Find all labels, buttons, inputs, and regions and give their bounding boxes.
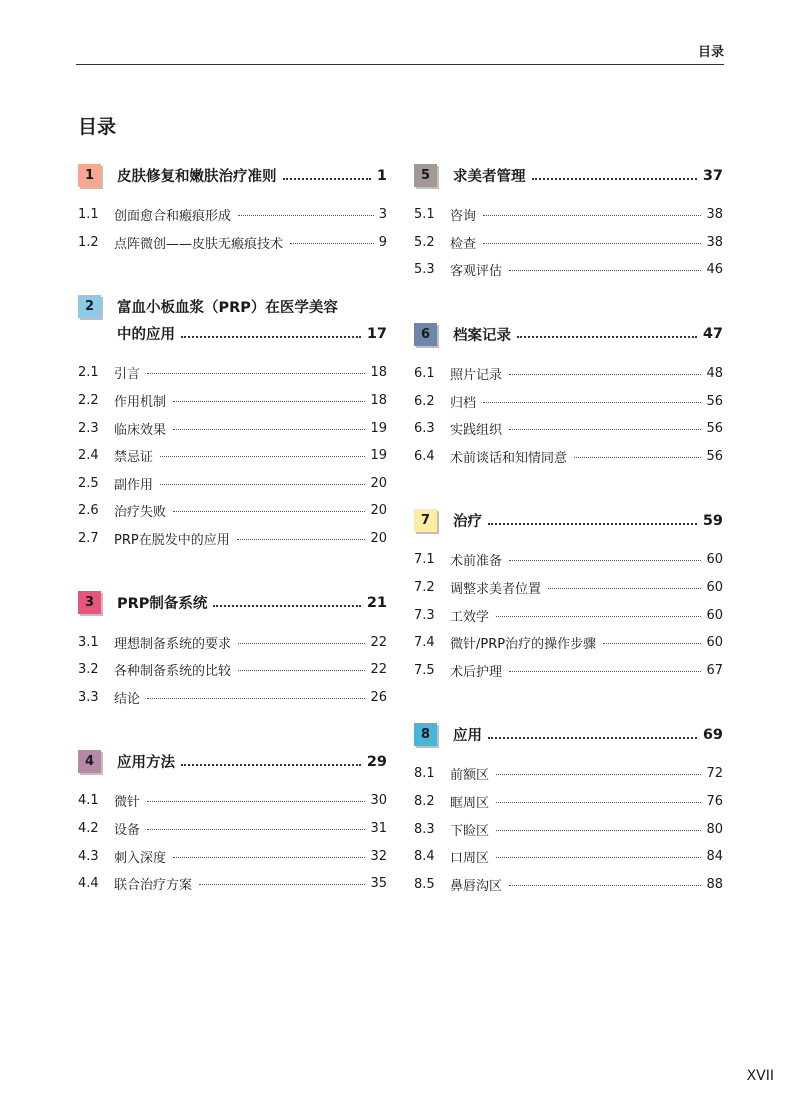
chapter-number-badge: 4 — [78, 750, 101, 773]
section-page-number: 20 — [370, 475, 387, 491]
section-number: 7.4 — [414, 635, 435, 651]
section-page-number: 48 — [706, 366, 723, 382]
chapter-title: 应用方法 — [117, 755, 175, 772]
chapter-page-number: 69 — [702, 726, 723, 743]
section-page-number: 76 — [706, 794, 723, 810]
section-title: 术前谈话和知情同意 — [450, 450, 568, 466]
section-page-number: 32 — [370, 848, 387, 864]
section-page-number: 56 — [706, 393, 723, 409]
section-entry[interactable] — [414, 360, 723, 388]
section-page-number: 20 — [370, 531, 387, 547]
dot-leader — [147, 829, 365, 830]
section-entry[interactable] — [78, 229, 387, 257]
section-entry[interactable] — [414, 546, 723, 574]
chapter-entry[interactable] — [78, 589, 387, 616]
running-head: 目录 — [697, 45, 724, 60]
section-entry[interactable] — [78, 787, 387, 815]
section-number: 6.3 — [414, 421, 435, 437]
section-entry[interactable] — [78, 684, 387, 712]
section-number: 8.5 — [414, 876, 435, 892]
dot-leader — [509, 429, 701, 430]
chapter-entry[interactable] — [78, 162, 387, 189]
section-title: 理想制备系统的要求 — [114, 636, 232, 652]
chapter-gap — [78, 913, 387, 935]
section-entry[interactable] — [78, 842, 387, 870]
section-entry[interactable] — [414, 760, 723, 788]
section-number: 7.1 — [414, 552, 435, 568]
dot-leader — [237, 539, 366, 540]
chapter-title-continued: 中的应用 — [117, 327, 175, 344]
section-title: 检查 — [450, 236, 477, 252]
section-title: 创面愈合和瘢痕形成 — [114, 209, 232, 225]
chapter-page-number: 1 — [376, 167, 387, 184]
section-entry[interactable] — [414, 256, 723, 284]
dot-leader — [496, 830, 701, 831]
section-title: 前额区 — [450, 768, 490, 784]
dot-leader — [483, 402, 701, 403]
section-page-number: 60 — [706, 552, 723, 568]
section-entry[interactable] — [78, 470, 387, 498]
dot-leader — [238, 670, 365, 671]
section-title: 各种制备系统的比较 — [114, 664, 232, 680]
section-entry[interactable] — [414, 843, 723, 871]
section-entry[interactable] — [414, 229, 723, 257]
chapter-number-badge: 1 — [78, 164, 101, 187]
section-page-number: 56 — [706, 421, 723, 437]
dot-leader — [483, 243, 701, 244]
chapter-block — [414, 507, 723, 684]
chapter-page-number: 21 — [366, 594, 387, 611]
section-number: 8.1 — [414, 766, 435, 782]
section-entry[interactable] — [78, 628, 387, 656]
section-title: 刺入深度 — [114, 850, 167, 866]
dot-leader — [283, 178, 371, 180]
dot-leader — [509, 885, 701, 886]
chapter-number-badge: 5 — [414, 164, 437, 187]
section-title: 引言 — [114, 367, 141, 383]
chapter-number-badge: 6 — [414, 323, 437, 346]
dot-leader — [488, 737, 697, 739]
section-number: 4.2 — [78, 821, 99, 837]
chapter-gap — [78, 567, 387, 589]
section-page-number: 31 — [370, 821, 387, 837]
section-entry[interactable] — [414, 443, 723, 471]
section-title: 治疗失败 — [114, 505, 167, 521]
section-page-number: 38 — [706, 207, 723, 223]
section-list — [414, 760, 723, 898]
chapter-page-number: 29 — [366, 753, 387, 770]
section-entry[interactable] — [414, 815, 723, 843]
section-title: 设备 — [114, 823, 141, 839]
section-page-number: 67 — [706, 662, 723, 678]
chapter-gap — [414, 485, 723, 507]
section-title: 联合治疗方案 — [114, 878, 193, 894]
section-title: 客观评估 — [450, 264, 503, 280]
section-number: 7.5 — [414, 662, 435, 678]
section-list — [78, 359, 387, 552]
chapter-title-line2 — [78, 320, 387, 347]
section-list — [414, 201, 723, 284]
section-number: 6.2 — [414, 393, 435, 409]
section-page-number: 60 — [706, 580, 723, 596]
section-page-number: 60 — [706, 635, 723, 651]
section-page-number: 84 — [706, 849, 723, 865]
chapter-number-badge: 8 — [414, 723, 437, 746]
section-page-number: 56 — [706, 448, 723, 464]
section-page-number: 22 — [370, 634, 387, 650]
chapter-entry[interactable] — [78, 748, 387, 775]
chapter-block — [78, 293, 387, 552]
chapter-page-number: 59 — [702, 512, 723, 529]
chapter-title: 富血小板血浆（PRP）在医学美容 — [117, 300, 338, 317]
section-number: 4.1 — [78, 793, 99, 809]
chapter-block — [78, 162, 387, 256]
section-title: PRP在脱发中的应用 — [114, 533, 230, 549]
section-page-number: 9 — [378, 234, 387, 250]
chapter-page-number: 47 — [702, 326, 723, 343]
section-entry[interactable] — [78, 497, 387, 525]
section-number: 7.2 — [414, 580, 435, 596]
section-title: 微针/PRP治疗的操作步骤 — [450, 637, 597, 653]
section-page-number: 26 — [370, 689, 387, 705]
chapter-number-badge: 7 — [414, 509, 437, 532]
section-title: 术前准备 — [450, 554, 503, 570]
section-page-number: 22 — [370, 662, 387, 678]
chapter-block — [414, 721, 723, 898]
chapter-gap — [414, 913, 723, 935]
chapter-entry[interactable] — [414, 162, 723, 189]
section-entry[interactable] — [78, 201, 387, 229]
chapter-gap — [78, 726, 387, 748]
section-entry[interactable] — [414, 415, 723, 443]
chapter-title: 治疗 — [453, 514, 482, 531]
section-entry[interactable] — [414, 574, 723, 602]
section-title: 眶周区 — [450, 796, 490, 812]
section-entry[interactable] — [414, 657, 723, 685]
dot-leader — [173, 401, 365, 402]
section-number: 5.2 — [414, 234, 435, 250]
section-list — [414, 360, 723, 470]
section-page-number: 20 — [370, 503, 387, 519]
section-page-number: 19 — [370, 448, 387, 464]
section-title: 点阵微创——皮肤无瘢痕技术 — [114, 236, 284, 252]
dot-leader — [181, 336, 361, 338]
section-entry[interactable] — [414, 629, 723, 657]
section-page-number: 38 — [706, 234, 723, 250]
dot-leader — [574, 457, 701, 458]
section-number: 5.1 — [414, 207, 435, 223]
chapter-title: 应用 — [453, 728, 482, 745]
dot-leader — [483, 215, 701, 216]
section-number: 7.3 — [414, 607, 435, 623]
section-number: 6.4 — [414, 448, 435, 464]
section-number: 1.1 — [78, 207, 99, 223]
section-number: 3.1 — [78, 634, 99, 650]
chapter-block — [414, 162, 723, 284]
section-entry[interactable] — [78, 870, 387, 898]
section-page-number: 80 — [706, 821, 723, 837]
chapter-number-badge: 2 — [78, 295, 101, 318]
chapter-title: 求美者管理 — [453, 169, 526, 185]
dot-leader — [488, 523, 697, 525]
section-title: 工效学 — [450, 609, 490, 625]
dot-leader — [548, 588, 701, 589]
section-page-number: 35 — [370, 876, 387, 892]
toc-right-column — [414, 162, 723, 935]
dot-leader — [160, 484, 365, 485]
section-title: 临床效果 — [114, 422, 167, 438]
page-title: 目录 — [78, 116, 117, 138]
chapter-title: 档案记录 — [453, 327, 511, 344]
section-entry[interactable] — [414, 788, 723, 816]
section-title: 作用机制 — [114, 395, 167, 411]
dot-leader — [509, 270, 701, 271]
section-list — [414, 546, 723, 684]
section-entry[interactable] — [78, 525, 387, 553]
dot-leader — [147, 801, 365, 802]
dot-leader — [532, 178, 697, 180]
chapter-block — [78, 589, 387, 711]
chapter-block — [78, 748, 387, 897]
section-page-number: 18 — [370, 393, 387, 409]
section-entry[interactable] — [78, 656, 387, 684]
section-title: 副作用 — [114, 477, 154, 493]
section-title: 微针 — [114, 795, 141, 811]
dot-leader — [517, 336, 697, 338]
section-number: 6.1 — [414, 366, 435, 382]
section-title: 照片记录 — [450, 368, 503, 384]
dot-leader — [496, 857, 701, 858]
dot-leader — [173, 857, 365, 858]
section-page-number: 72 — [706, 766, 723, 782]
dot-leader — [213, 605, 360, 607]
dot-leader — [290, 243, 374, 244]
section-title: 归档 — [450, 395, 477, 411]
chapter-page-number: 17 — [366, 325, 387, 342]
section-number: 8.4 — [414, 849, 435, 865]
section-title: 禁忌证 — [114, 450, 154, 466]
section-entry[interactable] — [78, 414, 387, 442]
section-page-number: 3 — [378, 207, 387, 223]
section-entry[interactable] — [414, 601, 723, 629]
dot-leader — [496, 616, 701, 617]
dot-leader — [509, 374, 701, 375]
section-number: 2.4 — [78, 448, 99, 464]
section-page-number: 19 — [370, 420, 387, 436]
section-number: 1.2 — [78, 234, 99, 250]
section-title: 鼻唇沟区 — [450, 878, 503, 894]
dot-leader — [496, 802, 701, 803]
page-number: XVII — [746, 1068, 774, 1084]
section-title: 调整求美者位置 — [450, 582, 542, 598]
chapter-number-badge: 3 — [78, 591, 101, 614]
dot-leader — [147, 698, 365, 699]
section-number: 5.3 — [414, 262, 435, 278]
section-title: 下睑区 — [450, 823, 490, 839]
dot-leader — [496, 774, 701, 775]
section-number: 2.6 — [78, 503, 99, 519]
chapter-block — [414, 321, 723, 470]
section-title: 实践组织 — [450, 423, 503, 439]
header-rule — [76, 64, 724, 65]
section-list — [78, 628, 387, 711]
section-number: 3.2 — [78, 662, 99, 678]
dot-leader — [160, 456, 365, 457]
section-number: 4.4 — [78, 876, 99, 892]
section-number: 2.7 — [78, 531, 99, 547]
dot-leader — [509, 671, 701, 672]
dot-leader — [181, 764, 361, 766]
section-entry[interactable] — [78, 359, 387, 387]
section-title: 结论 — [114, 691, 141, 707]
chapter-page-number: 37 — [702, 167, 723, 184]
section-page-number: 88 — [706, 876, 723, 892]
chapter-title: 皮肤修复和嫩肤治疗准则 — [117, 169, 277, 185]
section-entry[interactable] — [414, 387, 723, 415]
dot-leader — [238, 643, 365, 644]
chapter-entry[interactable] — [414, 721, 723, 748]
dot-leader — [199, 884, 365, 885]
chapter-title: PRP制备系统 — [117, 596, 208, 613]
section-entry[interactable] — [78, 442, 387, 470]
section-entry[interactable] — [414, 871, 723, 899]
section-page-number: 46 — [706, 262, 723, 278]
section-number: 2.5 — [78, 475, 99, 491]
section-entry[interactable] — [78, 815, 387, 843]
section-page-number: 18 — [370, 365, 387, 381]
section-number: 4.3 — [78, 848, 99, 864]
chapter-entry[interactable] — [78, 293, 387, 320]
section-list — [78, 201, 387, 256]
section-number: 2.2 — [78, 393, 99, 409]
section-title: 咨询 — [450, 209, 477, 225]
section-title: 术后护理 — [450, 664, 503, 680]
section-page-number: 60 — [706, 607, 723, 623]
section-entry[interactable] — [414, 201, 723, 229]
dot-leader — [147, 373, 365, 374]
dot-leader — [603, 643, 701, 644]
toc-left-column — [78, 162, 387, 935]
section-title: 口周区 — [450, 851, 490, 867]
chapter-gap — [414, 299, 723, 321]
section-number: 3.3 — [78, 689, 99, 705]
section-number: 8.3 — [414, 821, 435, 837]
section-number: 2.1 — [78, 365, 99, 381]
section-page-number: 30 — [370, 793, 387, 809]
chapter-entry[interactable] — [414, 507, 723, 534]
section-list — [78, 787, 387, 897]
dot-leader — [173, 511, 365, 512]
section-number: 2.3 — [78, 420, 99, 436]
chapter-entry[interactable] — [414, 321, 723, 348]
dot-leader — [173, 429, 365, 430]
section-number: 8.2 — [414, 794, 435, 810]
chapter-gap — [414, 699, 723, 721]
dot-leader — [509, 560, 701, 561]
dot-leader — [238, 215, 374, 216]
section-entry[interactable] — [78, 387, 387, 415]
chapter-gap — [78, 271, 387, 293]
